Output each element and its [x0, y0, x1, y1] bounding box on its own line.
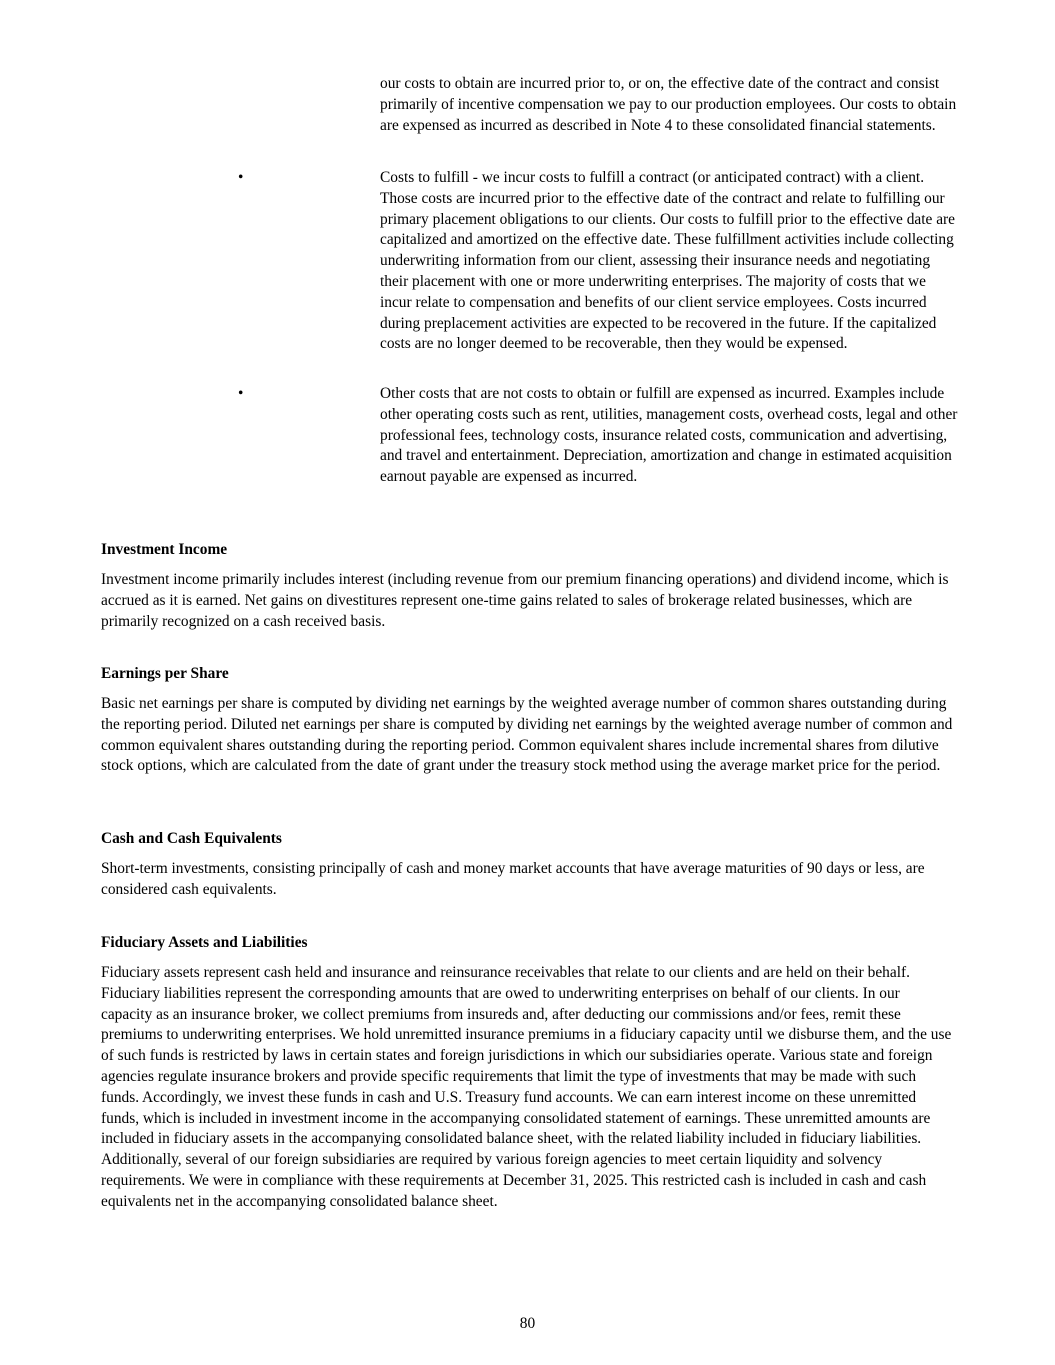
section-earnings-per-share [101, 664, 953, 777]
section-cash-and-cash-equivalents [101, 829, 953, 901]
page-number: 80 [519, 1315, 536, 1332]
section-body: Fiduciary assets represent cash held and insurance and reinsurance receivables that relate to our clients and are held on their behalf. Fiduciary liabilities represent the corresponding amounts that are owed to underwriting enterprises on behalf of our clients. In our capacity as an insurance broker, we collect premiums from insureds and, after deducting our commissions and/or fees, remit these premiums to underwriting enterprises. We hold unremitted insurance premiums in a fiduciary capacity until we disburse them, and the use of such funds is restricted by laws in certain states and foreign jurisdictions in which our subsidiaries operate. Various state and foreign agencies regulate insurance brokers and provide specific requirements that limit the type of investments that may be made with such funds. Accordingly, we invest these funds in cash and U.S. Treasury fund accounts. We can earn interest income on these unremitted funds, which is included in investment income in the accompanying consolidated statement of earnings. These unremitted amounts are included in fiduciary assets in the accompanying consolidated balance sheet, with the related liability included in fiduciary liabilities. Additionally, several of our foreign subsidiaries are required by various foreign agencies to meet certain liquidity and solvency requirements. We were in compliance with these requirements at December 31, 2025. This restricted cash is included in cash and cash equivalents net in the accompanying consolidated balance sheet. [101, 964, 952, 1210]
bullet-text: Costs to fulfill - we incur costs to fulfill a contract (or anticipated contract) with a client. Those costs are incurred prior to the effective date of the contract and relate to fulfilling our primary placement obligations to our clients. Our costs to fulfill prior to the effective date are capitalized and amortized on the effective date. These fulfillment activities include collecting underwriting information from our client, assessing their insurance needs and negotiating their placement with one or more underwriting enterprises. The majority of costs that we incur relate to compensation and benefits of our client service employees. Costs incurred during preplacement activities are expected to be recovered in the future. If the capitalized costs are no longer deemed to be recoverable, then they would be expensed. [380, 169, 955, 353]
bullet-marker: • [238, 385, 244, 402]
section-heading: Cash and Cash Equivalents [101, 830, 282, 847]
section-heading: Fiduciary Assets and Liabilities [101, 934, 308, 951]
bullet-marker: • [238, 169, 244, 186]
section-heading: Investment Income [101, 541, 228, 558]
section-body: Investment income primarily includes interest (including revenue from our premium financing operations) and dividend income, which is accrued as it is earned. Net gains on divestitures represent one-time gains related to sales of brokerage related businesses, which are primarily recognized on a cash received basis. [101, 571, 949, 630]
section-fiduciary-assets-and-liabilities [101, 933, 953, 1213]
section-heading: Earnings per Share [101, 665, 229, 682]
section-body: Basic net earnings per share is computed by dividing net earnings by the weighted average number of common shares outstanding during the reporting period. Diluted net earnings per share is computed by dividing net earnings by the weighted average number of common and common equivalent shares outstanding during the reporting period. Common equivalent shares include incremental shares from dilutive stock options, which are calculated from the date of grant under the treasury stock method using the average market price for the period. [101, 695, 953, 775]
continuation-paragraph: our costs to obtain are incurred prior to, or on, the effective date of the contract and consist primarily of incentive compensation we pay to our production employees. Our costs to obtain are expensed as incurred as described in Note 4 to these consolidated financial statements. [380, 75, 957, 134]
section-investment-income [101, 540, 953, 632]
section-body: Short-term investments, consisting principally of cash and money market accounts that have average maturities of 90 days or less, are considered cash equivalents. [101, 860, 925, 898]
bullet-text: Other costs that are not costs to obtain or fulfill are expensed as incurred. Examples include other operating costs such as rent, utilities, management costs, overhead costs, legal and other professional fees, technology costs, insurance related costs, communication and advertising, and travel and entertainment. Depreciation, amortization and change in estimated acquisition earnout payable are expensed as incurred. [380, 385, 958, 486]
